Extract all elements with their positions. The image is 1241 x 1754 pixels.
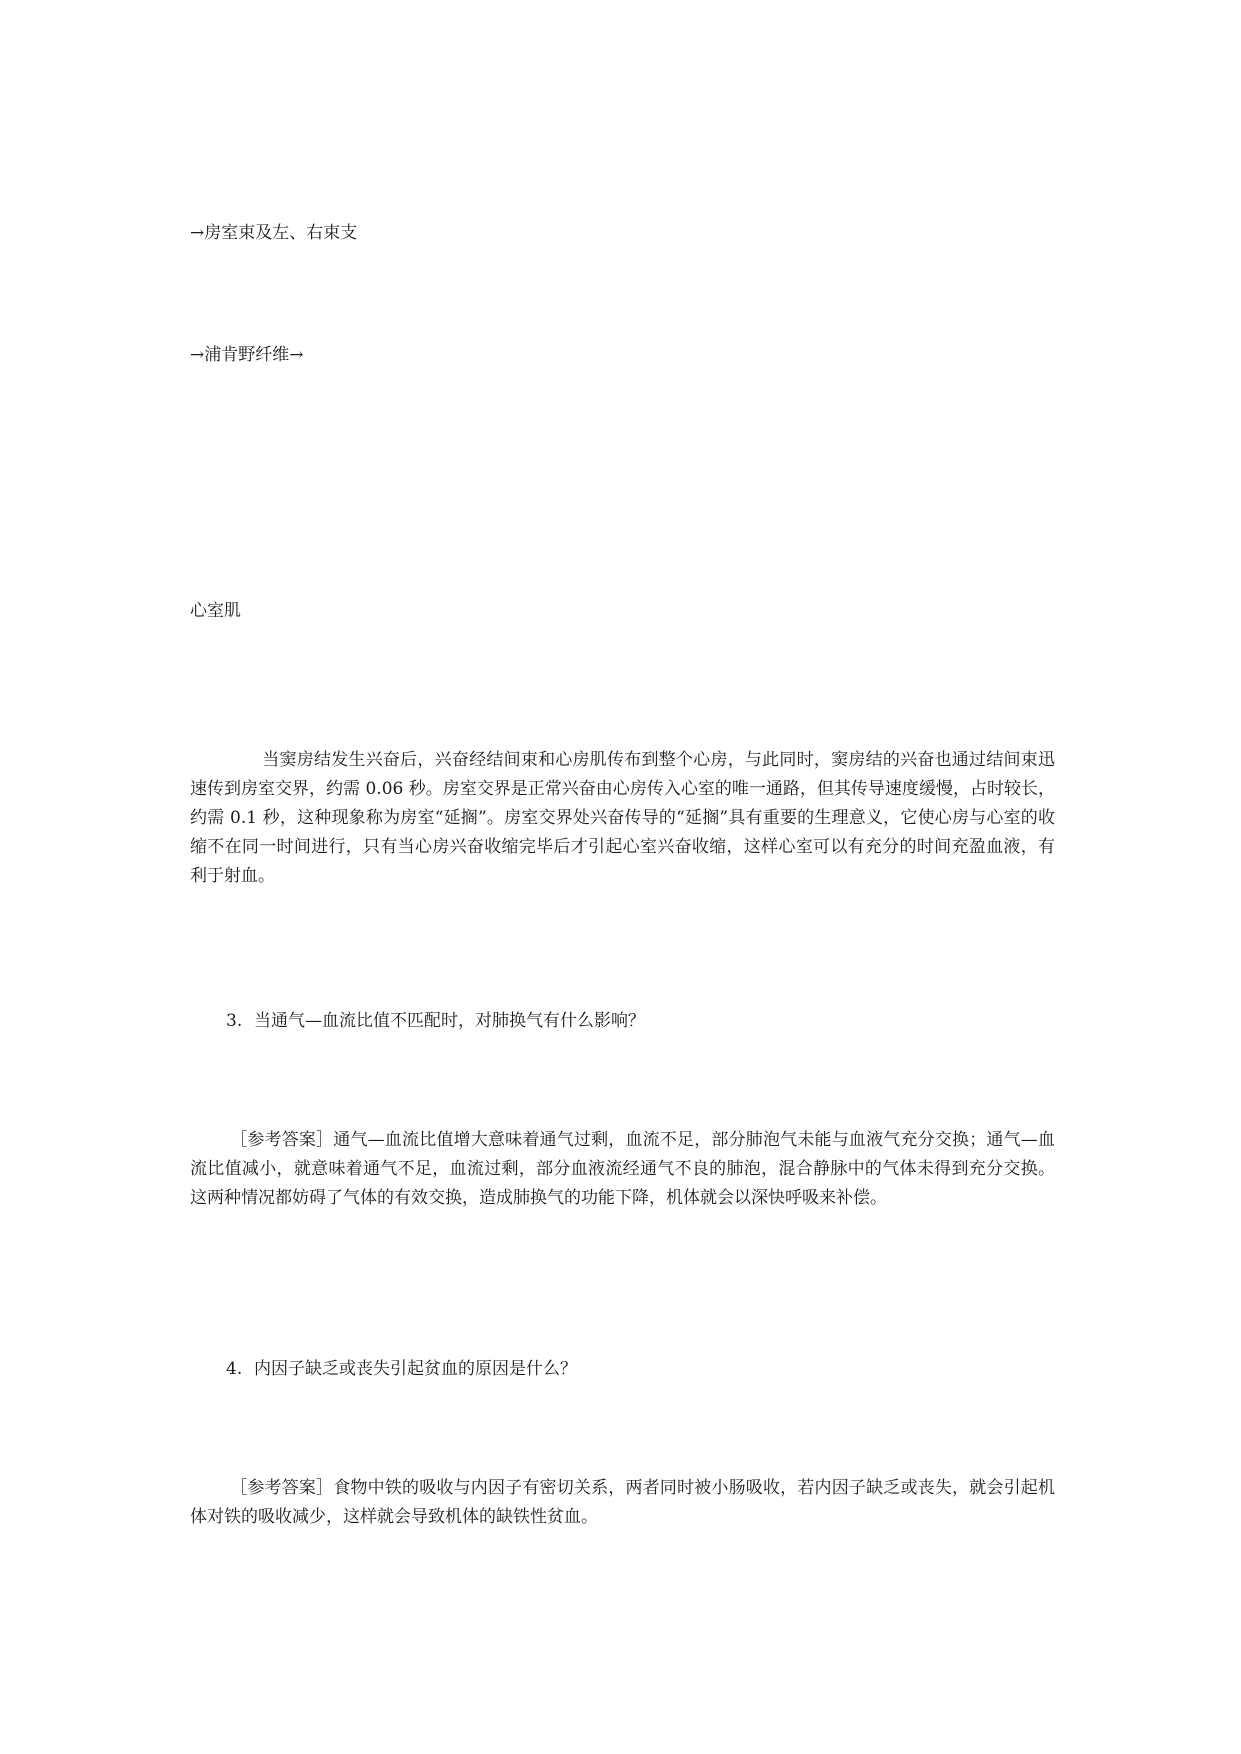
conduction-explanation-paragraph — [190, 746, 1055, 891]
question-4 — [226, 1354, 577, 1379]
question-3-number: 3. — [226, 1011, 243, 1031]
question-4-text: 内因子缺乏或丧失引起贫血的原因是什么？ — [254, 1359, 577, 1379]
explanation-text: 当窦房结发生兴奋后，兴奋经结间束和心房肌传布到整个心房，与此同时，窦房结的兴奋也通过结间束迅速传到房室交界，约需 0.06 秒。房室交界是正常兴奋由心房传入心室的唯一通路，但其传导速度缓慢，占时较长，约需 0.1 秒，这种现象称为房室“延搁”。房室交界处兴奋传导的“延搁”具有重要的生理意义，它使心房与心室的收缩不在同一时间进行，只有当心房兴奋收缩完毕后才引起心室兴奋收缩，这样心室可以有充分的时间充盈血液，有利于射血。 — [190, 750, 1055, 886]
question-3-text: 当通气—血流比值不匹配时，对肺换气有什么影响？ — [254, 1011, 645, 1031]
question-4-answer — [190, 1474, 1055, 1532]
question-3-answer — [190, 1126, 1055, 1213]
flow-line-ventricular-muscle: 心室肌 — [190, 601, 241, 621]
question-3 — [226, 1006, 645, 1031]
flow-line-bundle-branches: →房室束及左、右束支 — [190, 223, 358, 243]
question-3-answer-text: ［参考答案］通气—血流比值增大意味着通气过剩，血流不足，部分肺泡气未能与血液气充分交换；通气—血流比值减小，就意味着通气不足，血流过剩，部分血液流经通气不良的肺泡，混合静脉中的气体未得到充分交换。这两种情况都妨碍了气体的有效交换，造成肺换气的功能下降，机体就会以深快呼吸来补偿。 — [190, 1130, 1055, 1208]
question-4-answer-text: ［参考答案］食物中铁的吸收与内因子有密切关系，两者同时被小肠吸收，若内因子缺乏或丧失，就会引起机体对铁的吸收减少，这样就会导致机体的缺铁性贫血。 — [190, 1478, 1055, 1527]
flow-line-purkinje-fibers: →浦肯野纤维→ — [190, 345, 304, 365]
question-4-number: 4. — [226, 1359, 243, 1379]
